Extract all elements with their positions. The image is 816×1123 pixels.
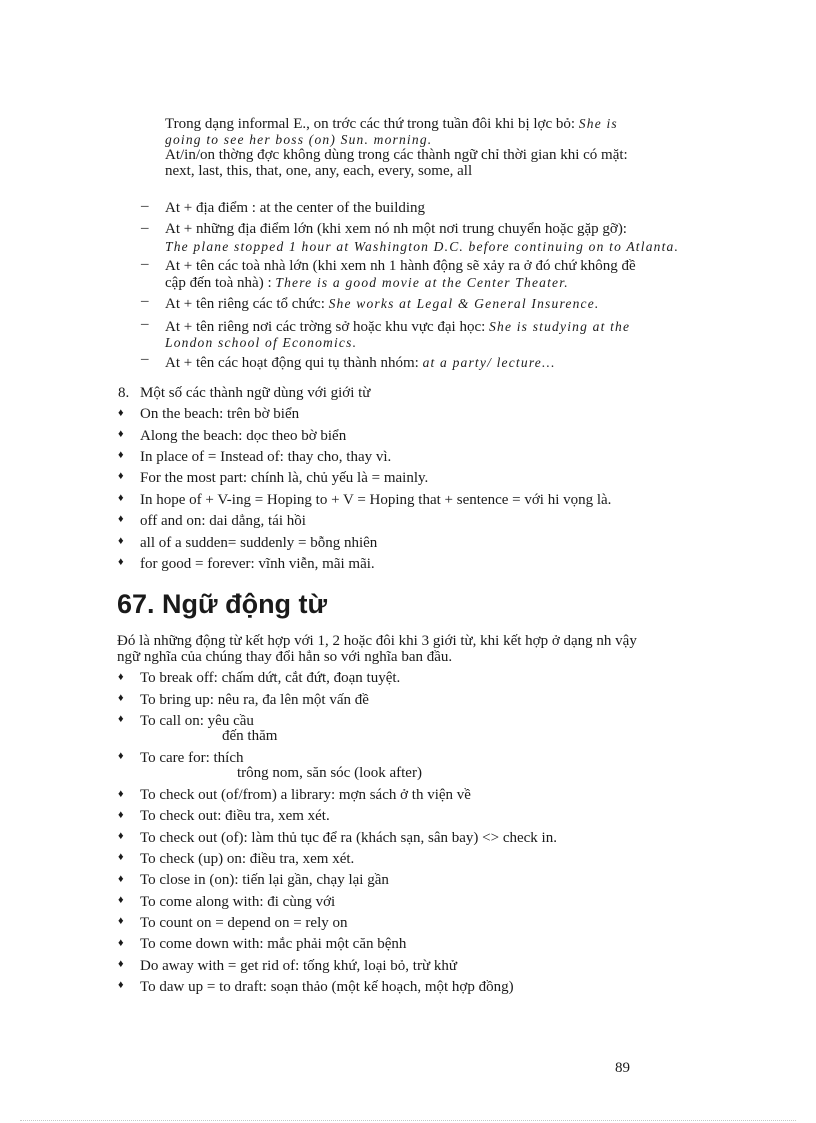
section-8-title: Một số các thành ngữ dùng với giới từ bbox=[140, 385, 371, 401]
bullet-icon: ♦ bbox=[118, 428, 124, 440]
dash-marker: – bbox=[141, 198, 149, 214]
dash-item-3-example: There is a good movie at the Center Theater. bbox=[275, 275, 569, 290]
bullet-icon: ♦ bbox=[118, 915, 124, 927]
dash-item-5-example-2: London school of Economics. bbox=[165, 335, 358, 350]
section-67-intro-1: Đó là những động từ kết hợp với 1, 2 hoặc đôi khi 3 giới từ, khi kết hợp ở dạng nh vậy bbox=[117, 633, 637, 649]
bullet-icon: ♦ bbox=[118, 513, 124, 525]
list-item: To check out (of/from) a library: mợn sách ở th viện về bbox=[140, 787, 471, 803]
dash-item-6-example: at a party/ lecture... bbox=[422, 355, 556, 370]
bullet-icon: ♦ bbox=[118, 873, 124, 885]
list-item: To come along with: đi cùng với bbox=[140, 894, 336, 910]
bullet-icon: ♦ bbox=[118, 713, 124, 725]
bullet-icon: ♦ bbox=[118, 788, 124, 800]
bullet-icon: ♦ bbox=[118, 492, 124, 504]
page-number: 89 bbox=[615, 1060, 630, 1076]
dash-item-2: At + những địa điểm lớn (khi xem nó nh một nơi trung chuyển hoặc gặp gỡ): bbox=[165, 221, 627, 237]
bullet-icon: ♦ bbox=[118, 535, 124, 547]
dash-marker: – bbox=[141, 256, 149, 272]
list-item: To daw up = to draft: soạn thảo (một kế hoạch, một hợp đồng) bbox=[140, 979, 514, 995]
list-item: To check out (of): làm thủ tục để ra (khách sạn, sân bay) <> check in. bbox=[140, 830, 557, 846]
list-item: To break off: chấm dứt, cắt đứt, đoạn tuyệt. bbox=[140, 670, 401, 686]
dash-item-4-example: She works at Legal & General Insurence. bbox=[328, 296, 600, 311]
section-67-intro-2: ngữ nghĩa của chúng thay đổi hẳn so với nghĩa ban đầu. bbox=[117, 649, 453, 665]
list-item: In place of = Instead of: thay cho, thay vì. bbox=[140, 449, 392, 465]
dash-item-1: At + địa điểm : at the center of the building bbox=[165, 200, 426, 216]
list-item: To care for: thích bbox=[140, 750, 244, 766]
bullet-icon: ♦ bbox=[118, 449, 124, 461]
bullet-icon: ♦ bbox=[118, 750, 124, 762]
dash-item-5-text: At + tên riêng nơi các trờng sở hoặc khu vực đại học: bbox=[165, 319, 490, 335]
dash-item-3-cont bbox=[165, 274, 569, 292]
dash-marker: – bbox=[141, 316, 149, 332]
bullet-icon: ♦ bbox=[118, 556, 124, 568]
intro-example-2: going to see her boss (on) Sun. morning. bbox=[165, 132, 433, 147]
dash-item-3: At + tên các toà nhà lớn (khi xem nh 1 hành động sẽ xảy ra ở đó chứ không đề bbox=[165, 258, 636, 274]
bullet-icon: ♦ bbox=[118, 937, 124, 949]
intro-line-3: At/in/on thờng đợc không dùng trong các thành ngữ chỉ thời gian khi có mặt: bbox=[165, 147, 628, 163]
dash-item-5-example: She is studying at the bbox=[489, 319, 631, 334]
bullet-icon: ♦ bbox=[118, 407, 124, 419]
list-item: for good = forever: vĩnh viễn, mãi mãi. bbox=[140, 556, 375, 572]
bullet-icon: ♦ bbox=[118, 470, 124, 482]
dash-marker: – bbox=[141, 220, 149, 236]
list-item-subline: đến thăm bbox=[222, 728, 278, 744]
list-item: In hope of + V-ing = Hoping to + V = Hoping that + sentence = với hi vọng là. bbox=[140, 492, 612, 508]
bullet-icon: ♦ bbox=[118, 894, 124, 906]
intro-text-1: Trong dạng informal E., on trớc các thứ trong tuần đôi khi bị lợc bỏ: bbox=[165, 116, 579, 132]
list-item: To count on = depend on = rely on bbox=[140, 915, 348, 931]
dash-item-6 bbox=[165, 354, 556, 372]
bullet-icon: ♦ bbox=[118, 809, 124, 821]
list-item: On the beach: trên bờ biển bbox=[140, 406, 300, 422]
bullet-icon: ♦ bbox=[118, 830, 124, 842]
page-bottom-rule bbox=[20, 1120, 796, 1121]
list-item: To call on: yêu cầu bbox=[140, 713, 254, 729]
dash-marker: – bbox=[141, 351, 149, 367]
list-item: off and on: dai dẳng, tái hồi bbox=[140, 513, 306, 529]
bullet-icon: ♦ bbox=[118, 671, 124, 683]
section-number: 8. bbox=[118, 385, 130, 401]
list-item: To come down with: mắc phải một căn bệnh bbox=[140, 936, 407, 952]
intro-example-1: She is bbox=[578, 116, 618, 131]
dash-item-4-text: At + tên riêng các tổ chức: bbox=[165, 296, 329, 312]
list-item: To check out: điều tra, xem xét. bbox=[140, 808, 330, 824]
bullet-icon: ♦ bbox=[118, 692, 124, 704]
list-item: Along the beach: dọc theo bờ biển bbox=[140, 428, 347, 444]
bullet-icon: ♦ bbox=[118, 979, 124, 991]
list-item: For the most part: chính là, chủ yếu là = mainly. bbox=[140, 470, 429, 486]
list-item: all of a sudden= suddenly = bỗng nhiên bbox=[140, 535, 378, 551]
dash-item-3-cont-text: cập đến toà nhà) : bbox=[165, 275, 276, 291]
list-item: To bring up: nêu ra, đa lên một vấn đề bbox=[140, 692, 369, 708]
list-item-subline: trông nom, săn sóc (look after) bbox=[237, 765, 422, 781]
dash-item-4 bbox=[165, 295, 600, 313]
bullet-icon: ♦ bbox=[118, 958, 124, 970]
dash-item-2-example: The plane stopped 1 hour at Washington D.C. before continuing on to Atlanta. bbox=[165, 239, 680, 254]
list-item: To close in (on): tiến lại gần, chạy lại gần bbox=[140, 872, 389, 888]
list-item: Do away with = get rid of: tống khứ, loại bỏ, trừ khử bbox=[140, 958, 457, 974]
bullet-icon: ♦ bbox=[118, 851, 124, 863]
section-heading: 67. Ngữ động từ bbox=[117, 589, 328, 619]
intro-line-4: next, last, this, that, one, any, each, every, some, all bbox=[165, 163, 473, 179]
dash-marker: – bbox=[141, 293, 149, 309]
list-item: To check (up) on: điều tra, xem xét. bbox=[140, 851, 355, 867]
dash-item-6-text: At + tên các hoạt động qui tụ thành nhóm: bbox=[165, 355, 423, 371]
